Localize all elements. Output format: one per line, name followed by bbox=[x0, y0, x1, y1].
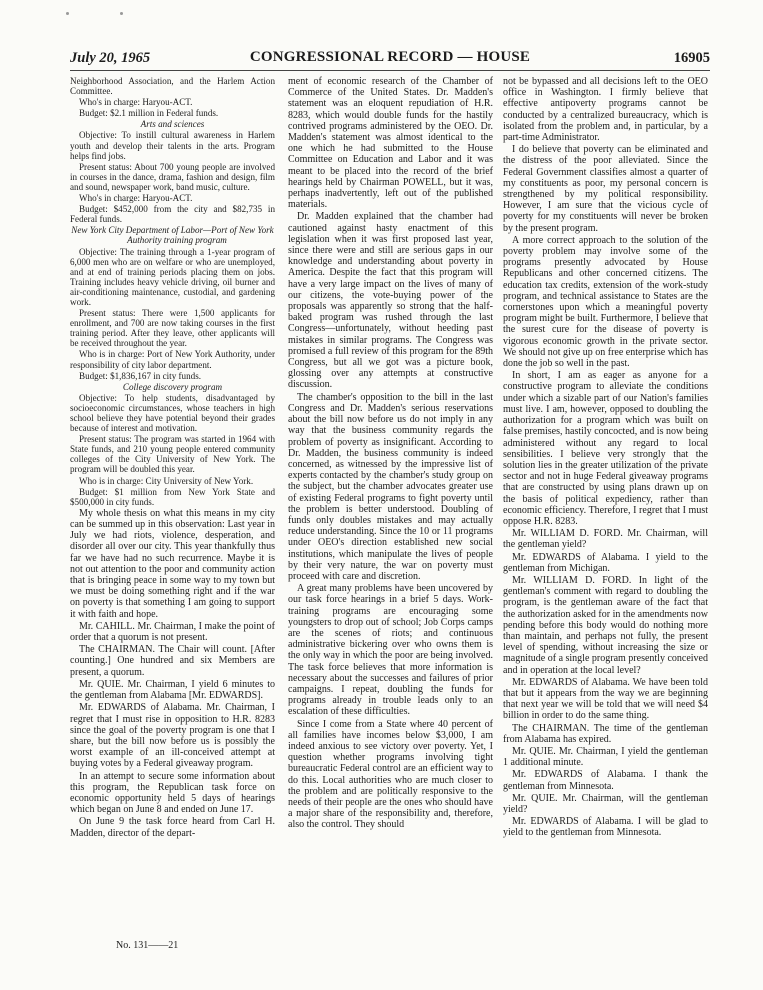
paragraph: Dr. Madden explained that the chamber had cautioned against hasty enactment of this legislation when it was first proposed last year, since there were and still are serious gaps in our knowledge and understanding about poverty in America. Despite the fact that this program will have a very large impact on the lives of many of our citizens, the vote-buying power of the proposals was apparently so strong that the half-baked program was rushed through the last Congress—unfortunately, without heeding past mistakes in similar programs. The Congress was promised a full review of this program for the 89th Congress, but all we got was a picture book, glossing over any attempts at constructive discussion. bbox=[288, 211, 493, 391]
header-rule bbox=[70, 70, 710, 71]
paragraph: A great many problems have been uncovered by our task force hearings in a brief 5 days. Work-training programs are encouraging some youngsters to drop out of school; Job Corps camps are the scenes of riots; and continuous administrative bickering over who owns them is the only way in which the poor are being involved. The task force believes that more information is necessary about the successes and failures of prior campaigns. I repeat, doubling the funds for programs already in trouble leads only to an escalation of these difficulties. bbox=[288, 583, 493, 718]
paragraph: Budget: $2.1 million in Federal funds. bbox=[79, 108, 219, 119]
paragraph: The chamber's opposition to the bill in the last Congress and Dr. Madden's serious reservations about the bill now before us do not imply in any way that the business community regards the problem of poverty as insignificant. According to Dr. Madden, the business community is indeed concerned, as witnessed by the impressive list of experts contacted by the chamber's study group on the subject, but the chamber advocates greater use of existing Federal programs to fight poverty until the problem is better understood. Doubling of funds only doubles mistakes and may actually reduce understanding. Since the 10 or 11 programs under OEO's direction established new social institutions, which manipulate the lives of people by their very nature, the war on poverty must proceed with care and discretion. bbox=[288, 391, 493, 582]
paragraph: In an attempt to secure some information about this program, the Republican task force on economic opportunity held 5 days of hearings which began on June 8 and ended on June 17. bbox=[70, 770, 275, 816]
paragraph: My whole thesis on what this means in my city can be summed up in this observation: Last year in July we had riots, violence, desperation, and disorder all over our city. This year thankfully thus far we have had no such recurrence. Maybe it is not out attention to the poor and community action that is bringing peace in some way to my town but we must be doing something right and if the war on poverty is that something I am going to support it with faith and hope. bbox=[70, 507, 275, 620]
column-left bbox=[70, 76, 275, 840]
publication-title: CONGRESSIONAL RECORD — HOUSE bbox=[249, 49, 531, 65]
paragraph: not be bypassed and all decisions left to the OEO office in Washington. I firmly believe that effective antipoverty programs cannot be conducted by a centralized bureaucracy, which is isolated from the problem and, in particular, by a part-time Administrator. bbox=[503, 76, 708, 144]
column-middle bbox=[288, 76, 493, 832]
paragraph: Neighborhood Association, and the Harlem Action Committee. bbox=[70, 76, 275, 97]
paragraph: The CHAIRMAN. The time of the gentleman from Alabama has expired. bbox=[503, 722, 708, 745]
paragraph: Mr. EDWARDS of Alabama. I thank the gentleman from Minnesota. bbox=[503, 769, 708, 792]
paragraph: Mr. EDWARDS of Alabama. We have been told that but it appears from the way we are beginning that next year we will be told that we will need $4 billion in order to do the same thing. bbox=[503, 676, 708, 722]
paragraph: Who is in charge: City University of New York. bbox=[79, 475, 254, 486]
paragraph: College discovery program bbox=[122, 381, 223, 392]
paragraph: Mr. EDWARDS of Alabama. Mr. Chairman, I regret that I must rise in opposition to H.R. 8283 since the goal of the poverty program is one that I share, but the bill now before us is possibly the worst example of an ill-conceived attempt at buying votes by a Federal giveaway program. bbox=[70, 702, 275, 770]
paragraph: Objective: To instill cultural awareness in Harlem youth and develop their talents in the arts. Program helps find jobs. bbox=[70, 130, 275, 161]
page-number: 16905 bbox=[673, 50, 710, 66]
column-right bbox=[503, 76, 708, 840]
paragraph: Budget: $1,836,167 in city funds. bbox=[79, 370, 202, 381]
scan-speck bbox=[120, 12, 123, 15]
paragraph: A more correct approach to the solution of the poverty problem may involve some of the programs presently advocated by House Republicans and other concerned citizens. The education tax credits, extension of the work-study program, and technical assistance to States are the cornerstones upon which a meaningful poverty program might be built. Furthermore, I believe that the surest cure for the disease of poverty is vigorous economic growth in the private sector. We should not give up on free enterprise which has done the job so well in the past. bbox=[503, 234, 708, 370]
paragraph: Mr. CAHILL. Mr. Chairman, I make the point of order that a quorum is not present. bbox=[70, 620, 275, 644]
issue-number-footer: No. 131——21 bbox=[116, 940, 179, 951]
paragraph: ment of economic research of the Chamber of Commerce of the United States. Dr. Madden's statement was an eloquent repudiation of H.R. 8283, which would double funds for the hastily contrived programs administered by the OEO. Dr. Madden's statement was almost identical to the one which he had submitted to the House Committee on Education and Labor and it was meant to be placed into the record of the brief hearings held by Chairman POWELL, but it was, perhaps inadvertently, left out of the published materials. bbox=[288, 76, 493, 211]
paragraph: Mr. EDWARDS of Alabama. I yield to the gentleman from Michigan. bbox=[503, 551, 708, 574]
paragraph: Who is in charge: Port of New York Authority, under responsibility of city labor department. bbox=[70, 349, 275, 370]
paragraph: Mr. QUIE. Mr. Chairman, I yield the gentleman 1 additional minute. bbox=[503, 745, 708, 769]
paragraph: New York City Department of Labor—Port of New York Authority training program bbox=[71, 225, 274, 246]
paragraph: Who's in charge: Haryou-ACT. bbox=[79, 193, 193, 204]
page-header bbox=[70, 50, 710, 70]
scan-speck bbox=[66, 12, 69, 15]
issue-date: July 20, 1965 bbox=[70, 50, 151, 66]
paragraph: Who's in charge: Haryou-ACT. bbox=[79, 97, 193, 108]
paragraph: Since I come from a State where 40 percent of all families have incomes below $3,000, I am indeed anxious to see victory over poverty. Yet, I question whether programs involving tight bureaucratic Federal control are an efficient way to do this. Local authorities who are much closer to the problem and are politically responsive to the needs of their people are the ones who should have a major share of the responsibility and, therefore, also the control. They should bbox=[288, 718, 493, 831]
paragraph: Arts and sciences bbox=[140, 119, 205, 130]
paragraph: In short, I am as eager as anyone for a constructive program to alleviate the conditions under which a sizable part of our Nation's families must live. I am, however, opposed to doubling the authorization for a program which was built on false premises, hastily concocted, and is now being administered without any regard to local sensibilities. I believe very strongly that the solution lies in the greater utilization of the private sector and not in huge Federal giveaway programs that are constructed by using plans drawn up on the basis of political expediency, rather than economic efficiency. Therefore, I regret that I must oppose H.R. 8283. bbox=[503, 370, 708, 527]
paragraph: Objective: To help students, disadvantaged by socioeconomic circumstances, whose teachers in high school believe they have potential beyond their grades because of interest and motivation. bbox=[70, 392, 275, 434]
paragraph: Mr. WILLIAM D. FORD. Mr. Chairman, will the gentleman yield? bbox=[503, 528, 708, 551]
paragraph: Mr. WILLIAM D. FORD. In light of the gentleman's comment with regard to doubling the program, is the gentleman aware of the fact that the authorization asked for in the amendments now pending before this body would do nothing more than maintain, and perhaps not fully, the present level of spending, without increasing the size or magnitude of a single program presently conceived and in operation at the local level? bbox=[503, 574, 708, 676]
paragraph: Present status: The program was started in 1964 with State funds, and 210 young people entered community colleges of the City University of New York. The program will be doubled this year. bbox=[70, 434, 275, 475]
paragraph: Present status: About 700 young people are involved in courses in the dance, drama, fashion and design, film and sound, newspaper work, band music, culture. bbox=[70, 161, 275, 192]
paragraph: On June 9 the task force heard from Carl H. Madden, director of the depart- bbox=[70, 816, 275, 839]
paragraph: Mr. QUIE. Mr. Chairman, I yield 6 minutes to the gentleman from Alabama [Mr. EDWARDS]. bbox=[70, 678, 275, 702]
paragraph: Present status: There were 1,500 applicants for enrollment, and 700 are now taking courses in the first training period. After they leave, other applicants will be received throughout the year. bbox=[70, 308, 275, 349]
paragraph: I do believe that poverty can be eliminated and the distress of the poor alleviated. Since the Federal Government classifies almost a quarter of my constituents as poor, my personal concern is strengthened by my political responsibility. However, I am sure that the vicious cycle of poverty for my constituents will never be broken by the present program. bbox=[503, 144, 708, 234]
paragraph: Objective: The training through a 1-year program of 6,000 men who are on welfare or who are unemployed, and at end of training periods placing them on jobs. Training includes heavy vehicle driving, oil burner and air-conditioning maintenance, custodial, and gardening work. bbox=[70, 246, 275, 307]
paragraph: Mr. EDWARDS of Alabama. I will be glad to yield to the gentleman from Minnesota. bbox=[503, 816, 708, 839]
paragraph: Mr. QUIE. Mr. Chairman, will the gentleman yield? bbox=[503, 792, 708, 815]
paragraph: Budget: $452,000 from the city and $82,735 in Federal funds. bbox=[70, 204, 275, 225]
paragraph: Budget: $1 million from New York State and $500,000 in city funds. bbox=[70, 486, 275, 507]
paragraph: The CHAIRMAN. The Chair will count. [After counting.] One hundred and six Members are present, a quorum. bbox=[70, 644, 275, 678]
